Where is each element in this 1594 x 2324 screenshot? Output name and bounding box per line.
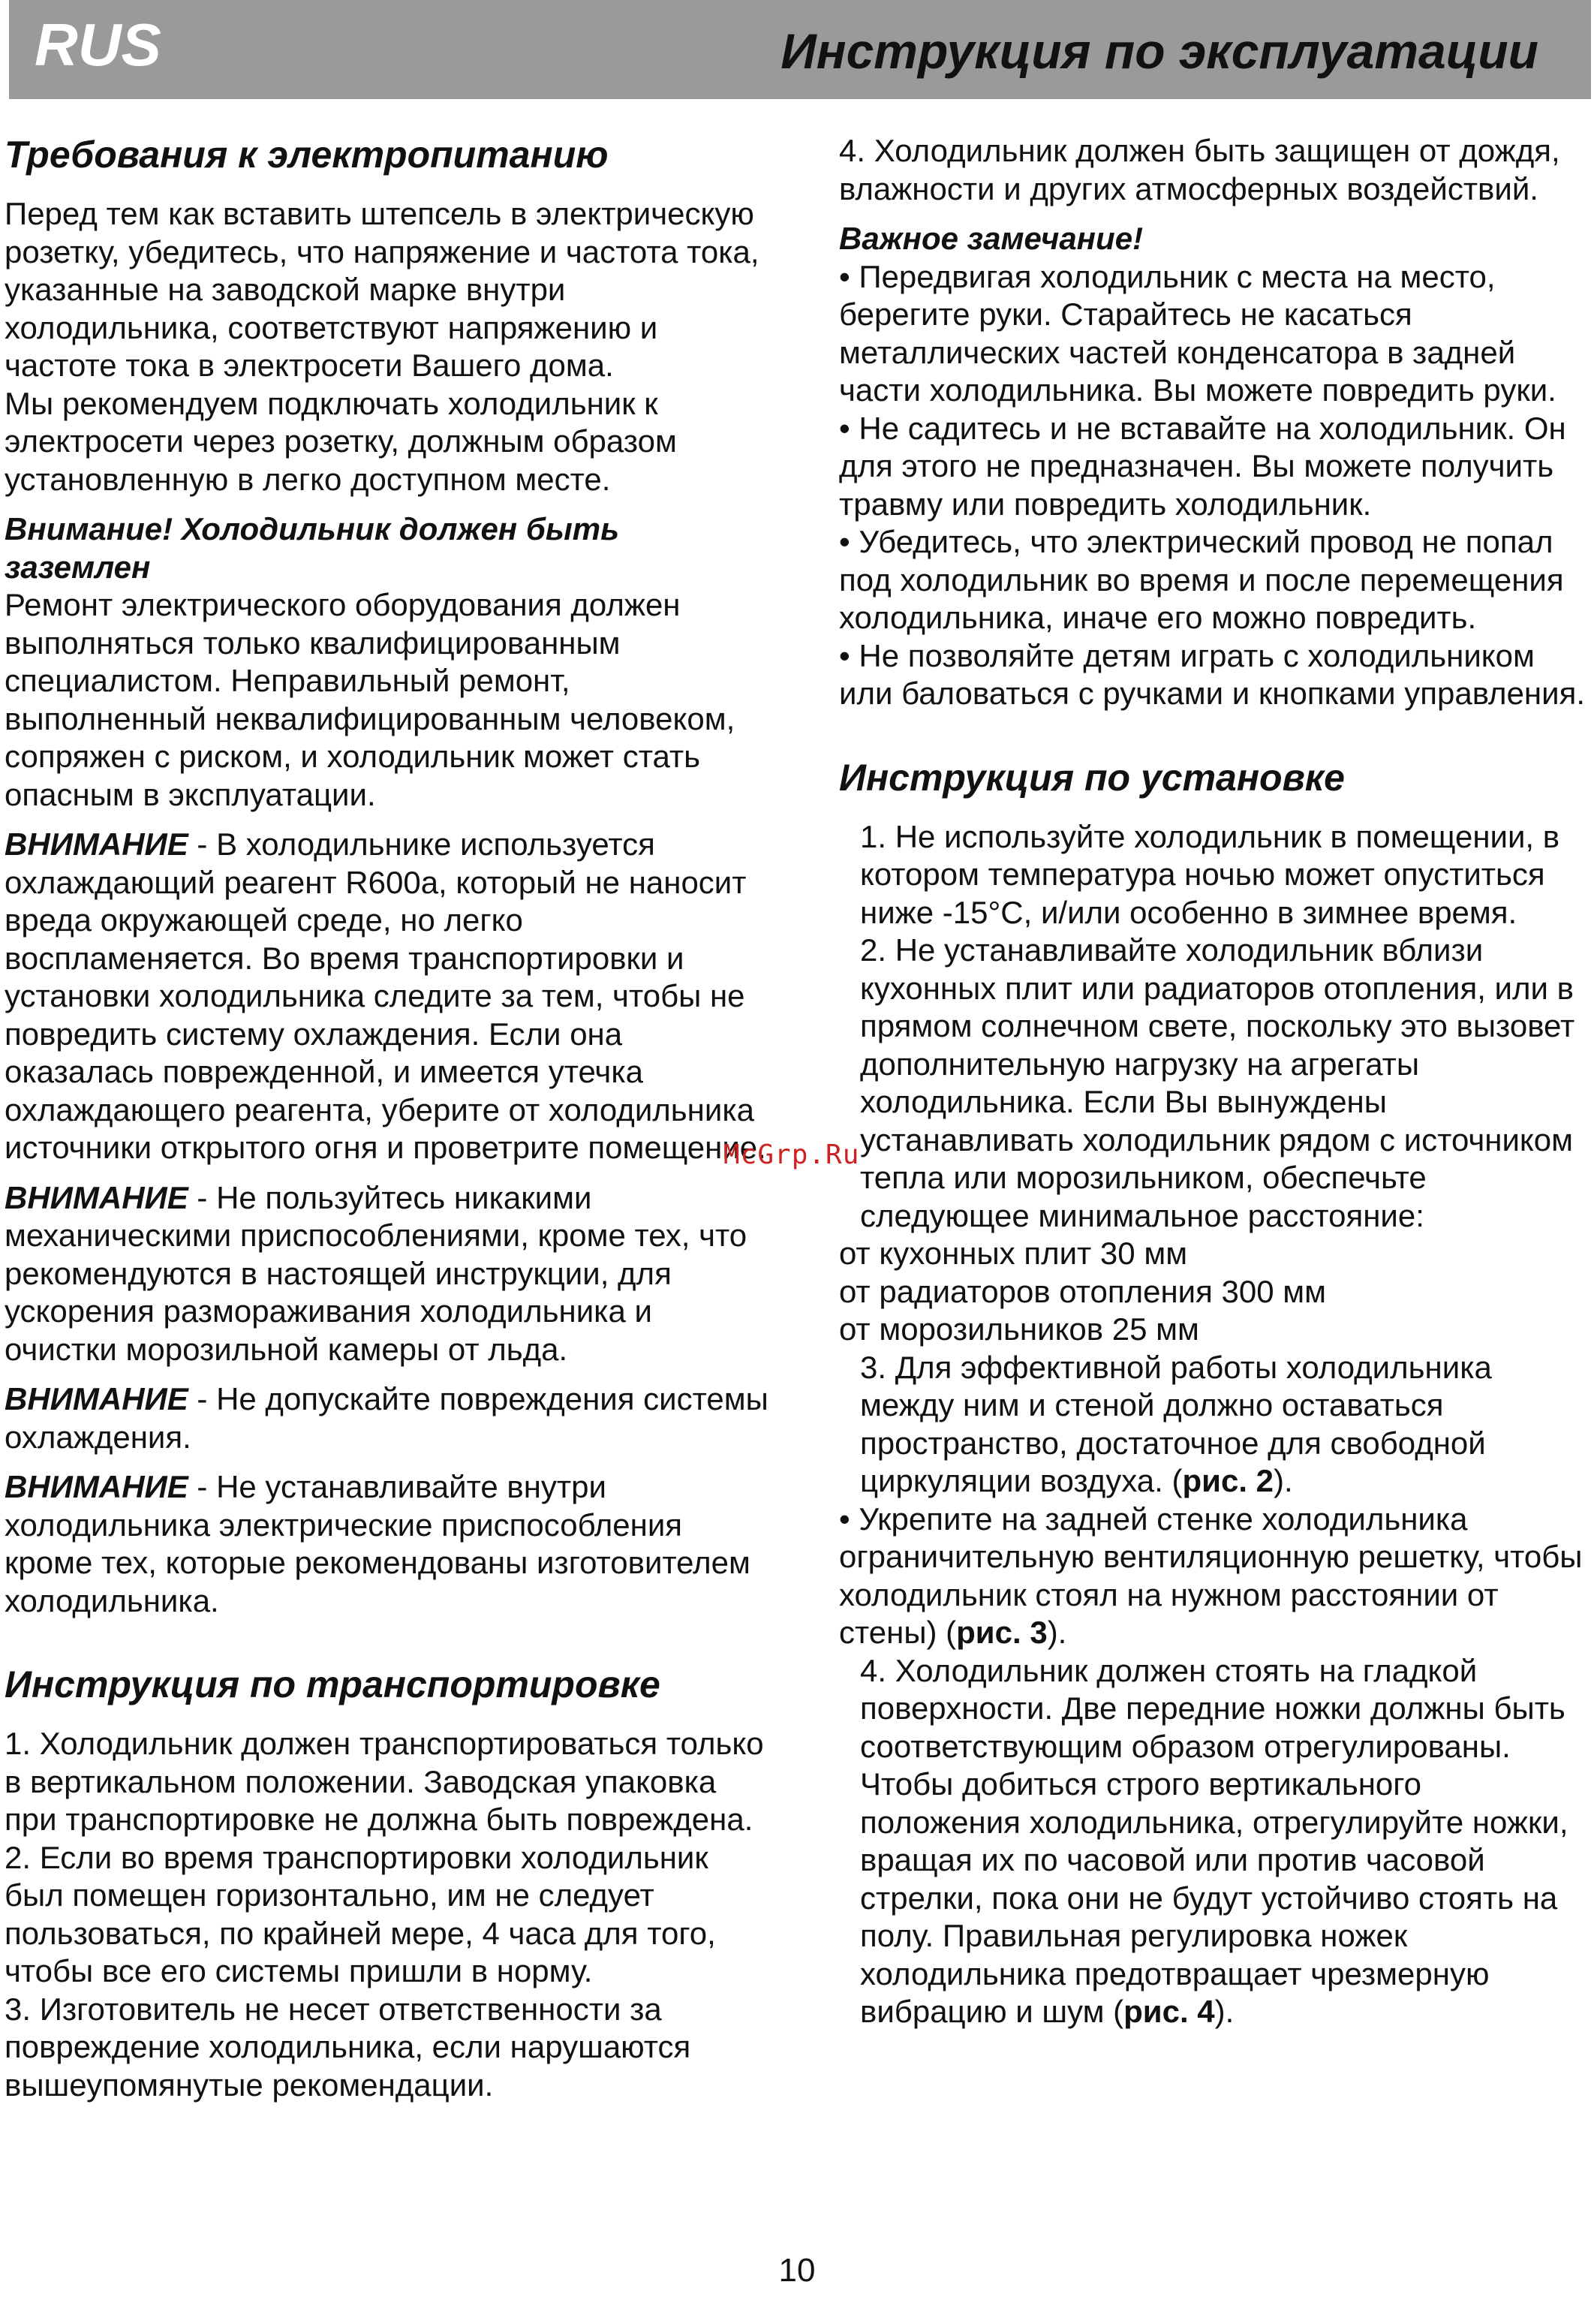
distance-radiators: от радиаторов отопления 300 мм [839,1273,1327,1309]
install-item-4 [839,1652,1589,2031]
distance-freezers: от морозильников 25 мм [839,1311,1199,1347]
figure-ref: рис. 3 [956,1615,1048,1650]
warning-cooling-system [5,1380,770,1456]
warning-label: ВНИМАНИЕ [5,1381,188,1416]
installation-heading: Инструкция по установке [839,756,1345,799]
important-note-heading: Важное замечание! [839,221,1144,256]
transport-heading: Инструкция по транспортировке [5,1663,660,1705]
document-title: Инструкция по эксплуатации [780,23,1538,79]
warning-text: - В холодильнике используется охлаждающий реагент R600a, который не наносит вреда окружающей среде, но легко воспламеняется. Во время транспортировки и установки холодильника следите за тем, чтобы не повредить систему охлаждения. Если она оказалась поврежденной, и имеется утечка охлаждающего реагента, уберите от холодильника источники открытого огня и проветрите помещение. [5,826,766,1165]
transport-item-3: 3. Изготовитель не несет ответственности за повреждение холодильника, если нарушаются вышеупомянутые рекомендации. [5,1991,691,2103]
install-bullet-end: ). [1047,1615,1067,1650]
distance-stoves: от кухонных плит 30 мм [839,1236,1188,1271]
warning-mechanical-devices [5,1179,770,1369]
install-bullet-text: • Укрепите на задней стенке холодильника ограничительную вентиляционную решетку, чтобы холодильник стоял на нужном расстоянии от стены) ( [839,1501,1583,1650]
figure-ref: рис. 4 [1123,1994,1215,2029]
install-item-4-text: 4. Холодильник должен стоять на гладкой поверхности. Две передние ножки должны быть соответствующим образом отрегулированы. Чтобы добиться строго вертикального положения холодильника, отрегулируйте ножки, вращая их по часовой или против часовой стрелки, пока они не будут устойчиво стоять на полу. Правильная регулировка ножек холодильника предотвращает чрезмерную вибрацию и шум ( [860,1652,1568,2029]
important-bullet-4: • Не позволяйте детям играть с холодильником или баловаться с ручками и кнопками управления. [839,637,1585,711]
important-bullet-1: • Передвигая холодильник с места на место, берегите руки. Старайтесь не касаться металлических частей конденсатора в задней части холодильника. Вы можете повредить руки. [839,258,1556,408]
install-item-1: 1. Не используйте холодильник в помещении, в котором температура ночью может опуститься ниже -15°C, и/или особенно в зимнее время. [860,818,1560,930]
install-bullet-vent-grid [839,1501,1589,1652]
important-bullet-3: • Убедитесь, что электрический провод не попал под холодильник во время и после перемещения холодильника, иначе его можно повредить. [839,524,1564,635]
install-item-4-end: ). [1214,1994,1235,2029]
install-item-3-end: ). [1274,1463,1293,1498]
install-item-2: 2. Не устанавливайте холодильник вблизи кухонных плит или радиаторов отопления, или в прямом солнечном свете, поскольку это вызовет дополнительную нагрузку на агрегаты холодильника. Если Вы вынуждены устанавливать холодильник рядом с источником тепла или морозильником, обеспечьте следующее минимальное расстояние: [860,932,1575,1233]
left-column [5,132,770,2104]
page-number: 10 [778,2252,816,2289]
install-item-3-text: 3. Для эффективной работы холодильника между ним и стеной должно оставаться пространство, достаточное для свободной циркуляции воздуха. ( [860,1349,1492,1498]
right-column [839,132,1589,2031]
power-requirements-heading: Требования к электропитанию [5,134,609,176]
transport-item-4: 4. Холодильник должен быть защищен от дождя, влажности и других атмосферных воздействий. [839,133,1560,206]
warning-electrical-devices [5,1468,770,1620]
warning-label: ВНИМАНИЕ [5,1469,188,1504]
power-paragraph-2: Мы рекомендуем подключать холодильник к электросети через розетку, должным образом установленную в легко доступном месте. [5,385,677,497]
transport-item-1: 1. Холодильник должен транспортироваться только в вертикальном положении. Заводская упаковка при транспортировке не должна быть повреждена. [5,1726,764,1837]
transport-item-2: 2. Если во время транспортировки холодильник был помещен горизонтально, им не следует пользоваться, по крайней мере, 4 часа для того, чтобы все его системы пришли в норму. [5,1839,716,1988]
warning-text: - Не устанавливайте внутри холодильника электрические приспособления кроме тех, которые рекомендованы изготовителем холодильника. [5,1469,750,1618]
warning-label: ВНИМАНИЕ [5,1179,188,1215]
page-header [9,0,1591,99]
grounding-warning-heading: Внимание! Холодильник должен быть заземлен [5,511,619,585]
figure-ref: рис. 2 [1182,1463,1274,1498]
warning-text: - Не пользуйтесь никакими механическими приспособлениями, кроме тех, что рекомендуются в настоящей инструкции, для ускорения размораживания холодильника и очистки морозильной камеры от льда. [5,1179,747,1367]
watermark: McGrp.Ru [723,1139,860,1170]
power-paragraph-1: Перед тем как вставить штепсель в электрическую розетку, убедитесь, что напряжение и частота тока, указанные на заводской марке внутри холодильника, соответствуют напряжению и частоте тока в электросети Вашего дома. [5,196,759,383]
warning-label: ВНИМАНИЕ [5,826,188,862]
important-bullet-2: • Не садитесь и не вставайте на холодильник. Он для этого не предназначен. Вы можете получить травму или повредить холодильник. [839,410,1566,522]
warning-refrigerant [5,826,770,1167]
warning-text: - Не допускайте повреждения системы охлаждения. [5,1381,768,1455]
language-label: RUS [35,11,161,78]
install-item-3 [839,1349,1589,1501]
repair-paragraph: Ремонт электрического оборудования должен выполняться только квалифицированным специалистом. Неправильный ремонт, выполненный неквалифицированным человеком, сопряжен с риском, и холодильник может стать опасным в эксплуатации. [5,587,735,812]
